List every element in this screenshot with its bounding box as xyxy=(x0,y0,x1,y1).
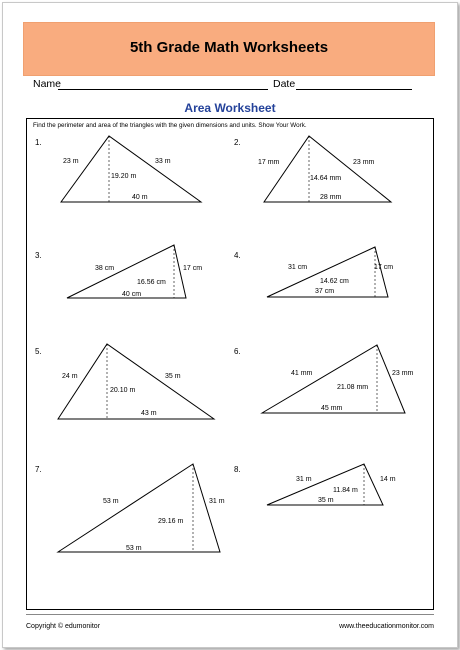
triangle-4 xyxy=(267,247,393,297)
triangle-6-right-side: 23 mm xyxy=(392,370,414,377)
triangle-5-base: 43 m xyxy=(141,410,157,417)
website-link[interactable]: www.theeducationmonitor.com xyxy=(339,623,434,630)
copyright-text: Copyright © edumonitor xyxy=(26,623,101,630)
triangle-4-height: 14.62 cm xyxy=(320,278,349,285)
triangle-1-left-side: 23 m xyxy=(63,158,79,165)
problem-4-number: 4. xyxy=(234,251,241,260)
date-label: Date xyxy=(273,78,296,90)
triangle-4-left-side: 31 cm xyxy=(288,264,308,271)
triangle-4-base: 37 cm xyxy=(315,288,335,295)
triangle-7-left-side: 53 m xyxy=(103,498,119,505)
triangle-3 xyxy=(67,245,202,298)
triangle-2-height: 14.64 mm xyxy=(310,175,342,182)
triangle-8-height: 11.84 m xyxy=(333,487,358,494)
triangle-5-height: 20.10 m xyxy=(110,387,136,394)
triangle-6-left-side: 41 mm xyxy=(291,370,313,377)
triangle-3-base: 40 cm xyxy=(122,291,142,298)
triangle-8 xyxy=(267,464,396,505)
instructions: Find the perimeter and area of the triangles with the given dimensions and units. Show Your Work. xyxy=(33,122,307,129)
triangle-8-left-side: 31 m xyxy=(296,476,312,483)
triangle-3-left-side: 38 cm xyxy=(95,265,115,272)
triangle-2-base: 28 mm xyxy=(320,194,342,201)
triangle-6 xyxy=(262,345,414,413)
problem-6-number: 6. xyxy=(234,347,241,356)
triangle-1-height: 19.20 m xyxy=(111,173,137,180)
triangle-1-right-side: 33 m xyxy=(155,158,171,165)
triangle-2-right-side: 23 mm xyxy=(353,159,375,166)
triangle-3-height: 16.56 cm xyxy=(137,279,166,286)
triangle-6-height: 21.08 mm xyxy=(337,384,369,391)
triangle-4-right-side: 17 cm xyxy=(374,264,394,271)
footer-divider xyxy=(26,614,434,615)
triangle-3-right-side: 17 cm xyxy=(183,265,203,272)
problem-8-number: 8. xyxy=(234,465,241,474)
problem-1-number: 1. xyxy=(35,138,42,147)
triangle-1 xyxy=(61,136,201,202)
name-label: Name xyxy=(33,78,62,90)
worksheet-title: Area Worksheet xyxy=(184,101,276,115)
triangle-5 xyxy=(58,344,214,419)
triangle-7-base: 53 m xyxy=(126,545,142,552)
triangle-5-right-side: 35 m xyxy=(165,373,181,380)
triangle-5-left-side: 24 m xyxy=(62,373,78,380)
triangle-8-base: 35 m xyxy=(318,497,334,504)
problem-5-number: 5. xyxy=(35,347,42,356)
triangle-7 xyxy=(58,464,225,552)
triangle-2-left-side: 17 mm xyxy=(258,159,280,166)
triangle-8-right-side: 14 m xyxy=(380,476,396,483)
page-title: 5th Grade Math Worksheets xyxy=(129,39,329,56)
problem-3-number: 3. xyxy=(35,251,42,260)
problem-2-number: 2. xyxy=(234,138,241,147)
triangle-7-height: 29.16 m xyxy=(158,518,184,525)
problem-7-number: 7. xyxy=(35,465,42,474)
triangle-1-base: 40 m xyxy=(132,194,148,201)
triangle-7-right-side: 31 m xyxy=(209,498,225,505)
triangle-2 xyxy=(258,136,391,202)
triangle-6-base: 45 mm xyxy=(321,405,343,412)
